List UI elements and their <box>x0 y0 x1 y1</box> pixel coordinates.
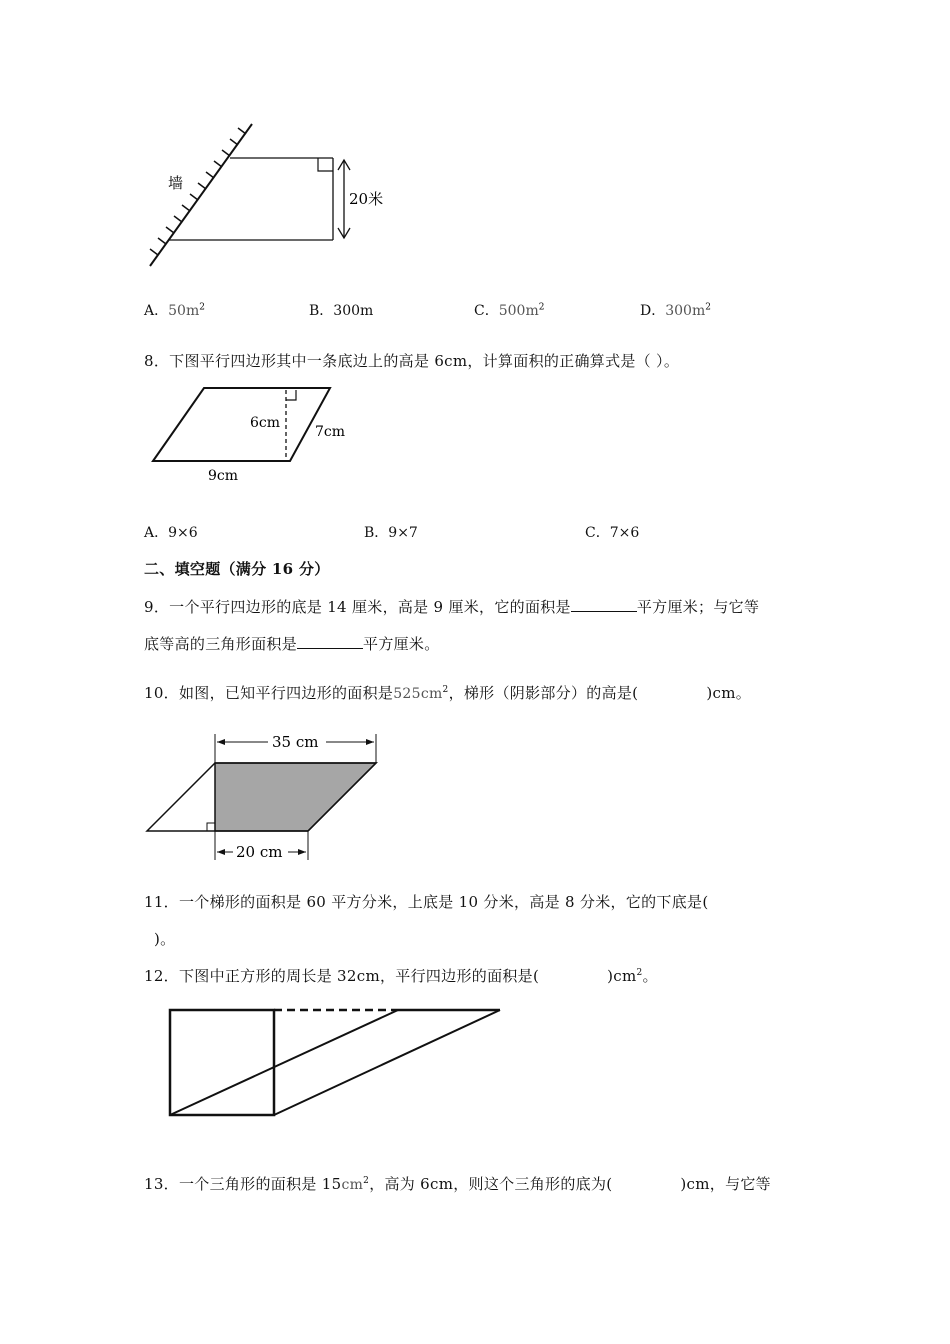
q7-option-d[interactable]: D．$300m^2$ <box>640 302 711 319</box>
wall-hatching <box>150 128 246 255</box>
parallelogram-right <box>274 1010 500 1115</box>
right-angle-mark <box>318 158 333 171</box>
q9-blank-2[interactable] <box>297 634 363 649</box>
wall-label: 墙 <box>168 174 184 192</box>
q12-figure <box>160 1000 510 1125</box>
q7-figure <box>140 118 400 278</box>
bottom-arrow-left <box>217 849 225 855</box>
top-arrow-left <box>217 739 225 745</box>
q8-option-b[interactable]: B．9×7 <box>364 525 418 541</box>
q8-text: 8．下图平行四边形其中一条底边上的高是 6cm，计算面积的正确算式是（ ）。 <box>144 352 680 370</box>
q8-option-a[interactable]: A．9×6 <box>144 525 198 541</box>
q7-option-c[interactable]: C．$500m^2$ <box>474 302 545 319</box>
parallelogram-left <box>170 1010 398 1115</box>
q10-figure <box>140 726 390 866</box>
q8-option-c[interactable]: C．7×6 <box>585 525 640 541</box>
q8-figure <box>140 382 360 488</box>
q11-line2: )。 <box>154 930 176 948</box>
q7-option-a[interactable]: A．$50m^2$ <box>144 302 205 319</box>
right-angle-mark <box>286 390 296 400</box>
q11-line1: 11．一个梯形的面积是 60 平方分米，上底是 10 分米，高是 8 分米，它的下底是( <box>144 893 709 911</box>
height-label: 6cm <box>250 415 281 431</box>
side-label: 7cm <box>315 424 346 440</box>
shaded-trapezoid <box>215 763 376 831</box>
square <box>170 1010 274 1115</box>
q7-option-b[interactable]: B．300m <box>309 303 374 319</box>
section-title: 二、填空题（满分 16 分） <box>144 560 330 578</box>
wall-line <box>150 124 252 266</box>
parallelogram <box>153 388 330 461</box>
bottom-label: 20 cm <box>236 843 283 861</box>
right-angle-mark <box>207 823 215 831</box>
q13-text: 13．一个三角形的面积是 $15cm^2$，高为 6cm，则这个三角形的底为( )cm，与它等 <box>144 1175 771 1193</box>
top-arrow-right <box>366 739 374 745</box>
q9-blank-1[interactable] <box>571 597 637 612</box>
top-label: 35 cm <box>272 733 319 751</box>
q10-text: 10．如图，已知平行四边形的面积是$525cm^2$，梯形（阴影部分）的高是( )cm。 <box>144 684 752 702</box>
height-label: 20米 <box>349 190 384 208</box>
base-label: 9cm <box>208 468 239 484</box>
bottom-arrow-right <box>298 849 306 855</box>
q9-line2: 底等高的三角形面积是 平方厘米。 <box>144 635 440 653</box>
q12-text: 12．下图中正方形的周长是 32cm，平行四边形的面积是( )$cm^2$。 <box>144 967 658 985</box>
q9-line1: 9．一个平行四边形的底是 14 厘米，高是 9 厘米，它的面积是 平方厘米；与它等 <box>144 598 760 616</box>
